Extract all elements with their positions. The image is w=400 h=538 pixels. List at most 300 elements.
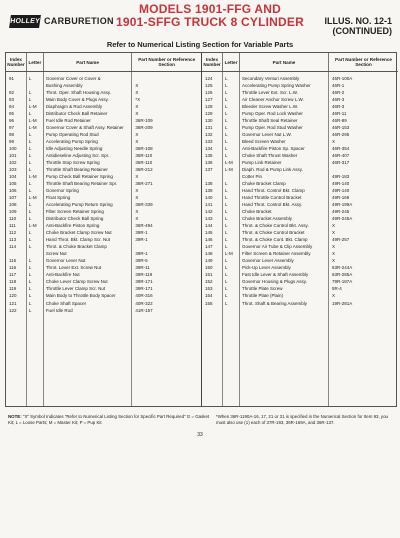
table-cell-letter: L [28, 216, 32, 222]
table-cell-idx: 92 [9, 90, 15, 96]
table-cell-ref: 49R-140 [332, 181, 350, 187]
table-cell-letter: L [225, 209, 228, 215]
table-cell-name: Screw Nut [45, 251, 67, 257]
table-cell-ref [132, 243, 201, 250]
table-cell-name: Air Cleaner Anchor Screw L.W. [242, 97, 304, 103]
header-letter: Letter [26, 53, 43, 71]
table-cell-ref: 46R-11 [332, 111, 347, 117]
index-column [6, 72, 26, 406]
note-text: "X" Symbol Indicates "Refer to Numerical Listing Section for Specific Part Required" G = Gasket Kit; L = Loose Parts; M = Master Kit; P = Pup Kit [8, 414, 210, 425]
table-cell-letter: L [225, 97, 228, 103]
table-cell-idx: 102 [9, 160, 17, 166]
table-cell-name: Throttle Shaft Seal Retainer [242, 118, 298, 124]
table-cell-letter: L [28, 146, 32, 152]
table-cell-letter: L [28, 188, 32, 194]
table-cell-name: Throt. & Choke Control Bracket [242, 230, 305, 236]
table-cell-idx: 138 [205, 181, 213, 187]
table-cell-ref: 39R-119 [135, 272, 153, 278]
table-cell-idx: 147 [205, 244, 213, 250]
table-cell-letter: L [28, 272, 32, 278]
table-cell-ref [132, 75, 201, 82]
table-cell-idx: 153 [205, 286, 213, 292]
table-cell-idx: 93 [9, 97, 15, 103]
table-cell-name: Governor Cover or Cover & [45, 76, 101, 81]
table-cell-ref: 46R-354 [332, 146, 350, 152]
table-cell-ref: 41R-157 [135, 307, 153, 313]
part-name-column [239, 72, 328, 406]
table-cell-idx: 99 [9, 139, 15, 145]
header-part-name: Part Name [239, 53, 328, 71]
part-number-column [328, 72, 398, 406]
footnote-item-93: *When 36R-1190A-16, 17, 21 or 31 is specified in the Numerical Section for Item 93, you must also use (1) each of 37R-193, 36R-169A, and 36R-137. [216, 414, 388, 425]
table-cell-idx [6, 82, 26, 89]
table-cell-name: Hand Throt. Control Bkt. Clamp [242, 188, 305, 194]
header-part-number: Part Number or Reference Section [131, 53, 201, 71]
table-cell-idx: 134 [205, 146, 213, 152]
table-cell-idx: 139 [205, 188, 213, 194]
table-header [202, 53, 398, 72]
table-cell-ref: 79R-187A [332, 279, 353, 285]
table-cell-ref: 63R-244A [332, 265, 353, 271]
table-cell-idx: 96 [9, 118, 15, 124]
table-cell-letter: L-M [28, 223, 37, 229]
table-cell-name: Accelerating Pump Spring [45, 139, 98, 145]
refer-note: Refer to Numerical Listing Section for Variable Parts [106, 40, 294, 49]
table-cell-ref: X [135, 188, 139, 194]
table-body [202, 72, 398, 406]
table-cell-name: Anti-Backfire Piston Sp. Spacer [242, 146, 305, 152]
table-cell-letter: L [28, 258, 32, 264]
letter-column [26, 72, 43, 406]
table-cell-letter: L [28, 307, 32, 313]
part-number-column [131, 72, 201, 406]
table-cell-name: Fuel Idle Rod Retainer [45, 118, 91, 124]
table-cell-ref: 39R-5 [135, 258, 148, 264]
table-cell-letter: L [225, 244, 228, 250]
header-letter: Letter [222, 53, 239, 71]
table-cell-idx: 146 [205, 237, 213, 243]
table-cell-idx: 120 [9, 293, 17, 299]
table-cell-name: Hand Throt. Bkt. Clamp Scr. Nut [45, 237, 111, 243]
table-cell-ref: X [332, 244, 336, 250]
table-cell-name: Filter Screen Retainer Spring [45, 209, 104, 215]
table-cell-letter: L [28, 209, 32, 215]
header-part-name: Part Name [43, 53, 132, 71]
table-cell-idx: 148 [205, 251, 213, 257]
table-cell-name: Throttle Plate (Plain) [242, 293, 284, 299]
table-cell-ref: X [135, 90, 139, 96]
table-cell-ref: 36R-494 [135, 223, 153, 229]
table-cell-ref: 46R-295 [332, 132, 350, 138]
table-cell-letter: L [28, 153, 32, 159]
table-cell-idx: 91 [9, 76, 15, 81]
parts-table [5, 52, 397, 407]
table-cell-name: Governor Air Tube & Clip Assembly [242, 244, 313, 250]
letter-column [222, 72, 239, 406]
table-cell-idx: 108 [9, 202, 17, 208]
table-cell-letter: L [28, 237, 32, 243]
table-cell-idx: 104 [9, 174, 17, 180]
table-cell-ref: 49R-140 [332, 188, 350, 194]
table-cell-name: Diaphragm & Rod Assembly [45, 104, 103, 110]
table-cell-letter: L [225, 202, 228, 208]
table-cell-idx: 112 [9, 230, 17, 236]
table-cell-ref: 40R-316 [135, 293, 153, 299]
table-cell-letter: L [225, 125, 228, 131]
table-cell-idx: 144 [205, 223, 213, 229]
table-cell-name: Distributor Check Ball Spring [45, 216, 104, 222]
table-cell-idx: 131 [205, 125, 213, 131]
table-cell-ref: *X [135, 97, 141, 103]
table-cell-letter: L [225, 258, 228, 264]
table-cell-letter: L [225, 104, 228, 110]
table-cell-idx: 133 [205, 139, 213, 145]
table-cell-ref: 46R-317 [332, 160, 350, 166]
table-cell-idx: 124 [205, 76, 213, 81]
table-cell-letter: L [225, 300, 228, 306]
table-cell-name: Choke Lever Clamp Screw Nut [45, 279, 108, 285]
table-cell-ref: X [332, 258, 336, 264]
table-cell-idx: 94 [9, 104, 15, 110]
table-cell-ref: X [332, 293, 336, 299]
table-cell-idx: 115 [9, 258, 17, 264]
page-number: 33 [197, 432, 203, 438]
table-cell-ref: X [332, 223, 336, 229]
page-title [105, 3, 315, 29]
table-cell-name: Pump Operating Rod Stud [45, 132, 99, 138]
table-cell-ref: X [135, 216, 139, 222]
table-cell-idx: 150 [205, 265, 213, 271]
table-cell-name: Governor Lever Nut L.W. [242, 132, 292, 138]
table-cell-letter: L [28, 265, 32, 271]
table-cell-name: Throttle Stop Screw Spring [45, 160, 100, 166]
table-cell-letter: L [28, 139, 32, 145]
table-cell-ref: 46R-1 [332, 83, 345, 89]
table-cell-letter [27, 82, 43, 89]
table-cell-idx: 130 [205, 118, 213, 124]
table-cell-ref: 36R-109 [135, 118, 153, 124]
table-cell-idx: 125 [205, 83, 213, 89]
table-cell-name: Main Body Cover & Plugs Assy. [45, 97, 109, 103]
table-cell-name: Choke Bracket Assembly [242, 216, 293, 222]
table-cell-ref: 46R-153 [332, 125, 350, 131]
table-cell-letter: L-M [225, 251, 233, 257]
table-cell-letter: L [28, 293, 32, 299]
table-cell-idx: 141 [205, 202, 213, 208]
table-cell-idx: 128 [205, 104, 213, 110]
table-cell-name: Governor Lever Nut [45, 258, 86, 264]
table-cell-letter: L [225, 146, 228, 152]
continued-label: (CONTINUED) [332, 26, 392, 36]
table-cell-letter [223, 173, 239, 180]
table-cell-name: Throt. & Choke Control Bkt. Assy. [242, 223, 309, 229]
table-cell-ref: 36R-339 [135, 202, 153, 208]
table-cell-idx: 151 [205, 272, 213, 278]
table-cell-letter: L [28, 111, 32, 117]
table-cell-name: Bleed Screen Washer [242, 139, 286, 145]
table-cell-name: Diaph. Rod & Pump Link Assy. [242, 167, 303, 173]
table-cell-name: Bleeder Screw Washer L.W. [242, 104, 299, 110]
table-cell-idx: 145 [205, 230, 213, 236]
table-cell-name: Throt. Shaft & Bearing Assembly [242, 300, 308, 306]
table-cell-ref: X [332, 230, 336, 236]
table-cell-ref: 36R-212 [135, 167, 153, 173]
table-cell-ref: 5R-4 [332, 286, 342, 292]
table-cell-idx: 109 [9, 209, 17, 215]
table-cell-name: Throttle Shaft Bearing Retainer Spr. [45, 181, 118, 187]
table-cell-ref: 39R-171 [135, 286, 153, 292]
table-cell-ref: 63R-285A [332, 272, 353, 278]
table-cell-idx: 117 [9, 272, 17, 278]
table-cell-letter: L [28, 90, 32, 96]
table-cell-name: Anti-Backfire Nut [45, 272, 80, 278]
table-cell-idx: 114 [9, 244, 17, 250]
table-cell-name: Cotter Pin [242, 174, 263, 180]
table-cell-name: Governor Spring [45, 188, 79, 194]
table-cell-name: Filter Screen & Retainer Assembly [242, 251, 311, 257]
table-cell-ref: 36R-271 [135, 181, 153, 187]
table-cell-letter: L [28, 132, 32, 138]
table-cell-letter [27, 250, 43, 257]
table-cell-idx: 97 [9, 125, 15, 131]
table-cell-idx: 98 [9, 132, 15, 138]
table-cell-letter: L [225, 118, 228, 124]
table-cell-ref: 49R-257 [332, 237, 350, 243]
table-cell-name: Fast Idle Lever & Shaft Assembly [242, 272, 309, 278]
table-cell-name: Accelerating Pump Spring Washer [242, 83, 311, 89]
table-cell-name: Hand Throt. Control Bkt. Assy. [242, 202, 303, 208]
table-cell-idx: 107 [9, 195, 17, 201]
table-cell-letter: L [225, 153, 228, 159]
table-cell-name: Throttle Shaft Bearing Retainer [45, 167, 108, 173]
table-cell-letter: L [28, 286, 32, 292]
table-cell-ref: 49R-183 [332, 174, 350, 180]
table-cell-letter: L-M [28, 118, 37, 124]
table-cell-ref: 46R-2 [332, 90, 345, 96]
table-cell-letter: L-M [225, 167, 233, 173]
header-part-number: Part Number or Reference Section [328, 53, 398, 71]
table-cell-name: Float Spring [45, 195, 71, 201]
table-cell-name: Throt. Lever Ext. Screw Nut [45, 265, 102, 271]
table-cell-idx: 154 [205, 293, 213, 299]
table-cell-idx: 143 [205, 216, 213, 222]
index-column [202, 72, 222, 406]
table-cell-name: Distributor Check Ball Retainer [45, 111, 108, 117]
table-cell-letter: L [28, 300, 32, 306]
table-cell-idx: 137 [205, 167, 213, 173]
table-cell-letter: L [225, 90, 228, 96]
table-cell-letter: L-M [225, 160, 233, 166]
table-cell-idx: 129 [205, 111, 213, 117]
table-cell-ref: X [135, 83, 139, 89]
table-cell-idx: 142 [205, 209, 213, 215]
table-cell-letter: L [225, 265, 228, 271]
table-cell-name: Main Body to Throttle Body Spacer [45, 293, 116, 299]
table-cell-ref: 19R-281A [332, 300, 353, 306]
note-label: NOTE: [8, 414, 22, 419]
table-cell-idx: 95 [9, 111, 15, 117]
table-cell-letter: L [225, 237, 228, 243]
table-cell-name: Governor Cover & Shaft Assy. Retainer [45, 125, 124, 131]
table-cell-letter: L [28, 181, 32, 187]
table-cell-ref: 46R-407 [332, 153, 350, 159]
table-cell-letter: L [28, 244, 32, 250]
page-header [0, 0, 400, 50]
table-cell-name: Choke Bracket [242, 209, 272, 215]
table-cell-ref: X [135, 174, 139, 180]
parts-table-left [6, 53, 202, 406]
table-body [6, 72, 201, 406]
table-cell-name: Choke Shaft Thrust Washer [242, 153, 298, 159]
table-cell-name: Throt. & Choke Bracket Clamp [45, 244, 107, 250]
table-cell-idx: 118 [9, 279, 17, 285]
table-cell-name: Anti-Backfire Piston Spring [45, 223, 100, 229]
section-label: CARBURETION [44, 16, 114, 26]
table-cell-letter: L [225, 181, 228, 187]
table-cell-ref: 36R-110 [135, 160, 153, 166]
header-index: Index Number [7, 57, 25, 67]
table-cell-idx: 149 [205, 258, 213, 264]
table-cell-name: Governor Housing & Plugs Assy. [242, 279, 307, 285]
table-cell-ref: 36R-209 [135, 125, 153, 131]
table-cell-ref: X [135, 209, 139, 215]
table-cell-idx: 132 [205, 132, 213, 138]
table-cell-idx: 111 [9, 223, 16, 229]
table-cell-name: Throttle Lever Clamp Scr. Nut [45, 286, 106, 292]
table-cell-name: Pump Oper. Rod Stud Washer [242, 125, 303, 131]
table-cell-ref: X [135, 132, 139, 138]
table-cell-idx: 152 [205, 279, 213, 285]
table-cell-ref: X [135, 139, 139, 145]
table-cell-idx: 113 [9, 237, 17, 243]
table-cell-ref: X [332, 251, 336, 257]
table-cell-name: Throt. & Choke Cont. Bkt. Clamp [242, 237, 308, 243]
title-line-1: MODELS 1901-FFG AND [138, 2, 282, 16]
table-cell-idx: 126 [205, 90, 213, 96]
illustration-number: ILLUS. NO. 12-1 [324, 16, 392, 26]
table-cell-idx: 100 [9, 146, 17, 152]
table-cell-idx: 105 [9, 181, 17, 187]
header-index: Index Number [203, 57, 221, 67]
table-cell-ref: X [135, 104, 139, 110]
table-cell-name: Fuel Idle Rod [45, 307, 73, 313]
table-cell-name: Secondary Venturi Assembly [242, 76, 300, 81]
title-line-2: 1901-SFFG TRUCK 8 CYLINDER [116, 15, 304, 29]
table-cell-idx: 140 [205, 195, 213, 201]
table-cell-letter: L [225, 279, 228, 285]
table-cell-letter: L [225, 83, 228, 89]
table-cell-letter: L [225, 111, 228, 117]
table-cell-name: Pick-Up Lever Assembly [242, 265, 291, 271]
table-cell-name: Idle Adjusting Needle Spring [45, 146, 103, 152]
table-cell-name: Throttle Plate Screw [242, 286, 283, 292]
table-cell-ref: 46R-89 [332, 118, 347, 124]
table-cell-ref: 39R-1 [135, 237, 148, 243]
table-cell-idx [6, 250, 26, 257]
table-cell-name: Choke Bracket Clamp Screw Nut [45, 230, 112, 236]
table-cell-idx: 101 [9, 153, 17, 159]
table-cell-idx: 135 [205, 153, 213, 159]
table-cell-letter: L [28, 160, 32, 166]
table-cell-letter: L-M [28, 174, 37, 180]
part-name-column [43, 72, 132, 406]
table-cell-idx: 121 [9, 300, 17, 306]
table-cell-letter: L [225, 132, 228, 138]
table-cell-letter: L [225, 195, 228, 201]
table-cell-ref: X [135, 195, 139, 201]
table-cell-letter: L-M [28, 104, 37, 110]
table-cell-idx: 110 [9, 216, 17, 222]
table-cell-letter: L [28, 97, 32, 103]
table-cell-ref: 39R-171 [135, 279, 153, 285]
table-cell-ref: 46R-3 [332, 97, 345, 103]
holley-logo: HOLLEY [9, 15, 41, 28]
table-cell-letter: L [28, 202, 32, 208]
table-cell-letter: L [225, 139, 228, 145]
table-cell-letter: L [28, 279, 32, 285]
table-cell-ref: X [135, 111, 139, 117]
table-cell-idx: 127 [205, 97, 213, 103]
table-cell-letter: L [225, 188, 228, 194]
table-cell-name: Bushing Assembly [45, 83, 83, 89]
table-cell-letter: L-M [28, 195, 37, 201]
table-cell-letter: L [28, 230, 32, 236]
table-cell-ref: 49R-169 [332, 195, 350, 201]
table-cell-name: Choke Shaft Spacer [45, 300, 87, 306]
table-cell-name: Pump Oper. Rod Lock Washer [242, 111, 303, 117]
table-cell-ref: X [332, 139, 336, 145]
table-cell-letter: L [225, 223, 228, 229]
table-cell-name: Accelerating Pump Return Spring [45, 202, 113, 208]
table-cell-idx: 155 [205, 300, 213, 306]
table-cell-idx: 103 [9, 167, 17, 173]
table-cell-letter: L [225, 272, 228, 278]
table-cell-letter: L [225, 230, 228, 236]
table-cell-letter: L [28, 167, 32, 173]
table-cell-ref: 36R-110 [135, 153, 153, 159]
table-cell-ref: 39R-1 [135, 230, 148, 236]
table-cell-ref [329, 166, 398, 173]
table-cell-ref: 40R-322 [135, 300, 153, 306]
table-cell-name: Pump Check Ball Retainer Spring [45, 174, 113, 180]
table-cell-ref: 39R-11 [135, 265, 150, 271]
table-cell-ref: 49R-245A [332, 216, 353, 222]
table-cell-letter: L [28, 76, 32, 81]
table-cell-ref: 39R-1 [135, 251, 148, 257]
table-cell-name: Choke Bracket Clamp [242, 181, 286, 187]
table-cell-name: Throttle Lever Ext. Scr. L.W. [242, 90, 299, 96]
table-cell-letter: L-M [28, 125, 37, 131]
table-cell-idx: 122 [9, 307, 17, 313]
table-cell-letter: L [225, 293, 228, 299]
table-cell-ref: 49R-199A [332, 202, 353, 208]
footnote-symbols [8, 414, 213, 426]
table-cell-idx: 136 [205, 160, 213, 166]
table-cell-idx: 116 [9, 265, 17, 271]
table-cell-idx: 119 [9, 286, 17, 292]
table-cell-ref: 45R-100A [332, 76, 353, 81]
table-cell-idx: 106 [9, 188, 17, 194]
table-cell-name: Hand Throttle Control Bracket [242, 195, 302, 201]
table-cell-ref: 36R-108 [135, 146, 153, 152]
table-cell-name: Pump Link Retainer [242, 160, 282, 166]
table-cell-letter: L [225, 76, 228, 81]
table-cell-letter: L [225, 216, 228, 222]
table-header [6, 53, 201, 72]
table-cell-name: Throt. Oper. Shaft Housing Assy. [45, 90, 112, 96]
table-cell-name: Governor Lever Assembly [242, 258, 294, 264]
parts-table-right [202, 53, 398, 406]
